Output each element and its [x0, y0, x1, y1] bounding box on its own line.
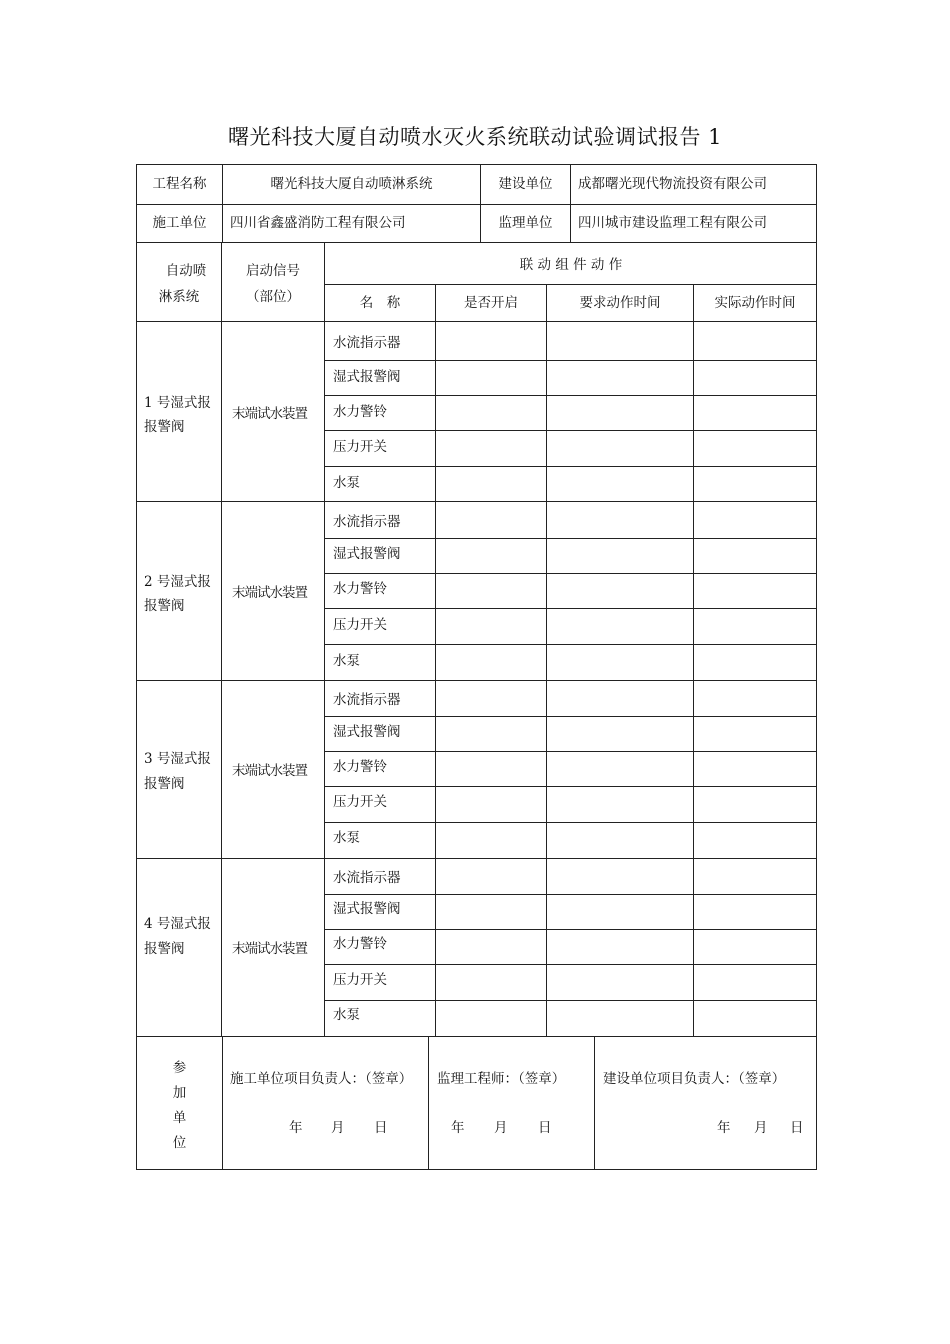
opened-column-header: 是否开启 [464, 295, 518, 311]
group-1-component-4: 压力开关 [333, 439, 387, 455]
builder-date-month: 月 [754, 1120, 768, 1136]
linkage-header: 联 动 组 件 动 作 [519, 257, 623, 273]
group-3-valve-line2: 报警阀 [144, 776, 185, 792]
contractor-date-year: 年 [289, 1120, 303, 1136]
group-3-component-4: 压力开关 [333, 794, 387, 810]
group-2-component-2: 湿式报警阀 [333, 546, 401, 562]
group-4-component-5: 水泵 [333, 1007, 360, 1023]
group-3-component-3: 水力警铃 [333, 759, 387, 775]
supervisor-date-day: 日 [538, 1120, 552, 1136]
group-2-component-4: 压力开关 [333, 617, 387, 633]
supervisor-label: 监理单位 [498, 215, 553, 231]
builder-signature: 建设单位项目负责人：（签章） [603, 1071, 786, 1087]
group-4-component-1: 水流指示器 [333, 870, 401, 886]
participants-char-4: 位 [172, 1135, 187, 1151]
report-title: 曙光科技大厦自动喷水灭火系统联动试验调试报告 1 [227, 125, 723, 149]
group-2-component-3: 水力警铃 [333, 581, 387, 597]
builder-value: 成都曙光现代物流投资有限公司 [578, 176, 767, 192]
group-1-component-5: 水泵 [333, 475, 360, 491]
contractor-label: 施工单位 [152, 215, 207, 231]
contractor-value: 四川省鑫盛消防工程有限公司 [230, 215, 406, 231]
supervisor-date-month: 月 [494, 1120, 508, 1136]
required-time-column-header: 要求动作时间 [579, 295, 661, 311]
project-name-label: 工程名称 [152, 176, 207, 192]
group-3-component-1: 水流指示器 [333, 692, 401, 708]
group-2-valve-line1: 2 号湿式报 [144, 574, 211, 590]
group-1-component-2: 湿式报警阀 [333, 369, 401, 385]
supervisor-value: 四川城市建设监理工程有限公司 [578, 215, 767, 231]
participants-char-2: 加 [172, 1085, 187, 1101]
group-3-signal: 末端试水装置 [232, 763, 307, 779]
group-4-component-3: 水力警铃 [333, 936, 387, 952]
group-3-component-5: 水泵 [333, 830, 360, 846]
group-2-signal: 末端试水装置 [232, 585, 307, 601]
builder-date-year: 年 [717, 1120, 731, 1136]
group-1-component-3: 水力警铃 [333, 404, 387, 420]
participants-char-1: 参 [172, 1060, 187, 1076]
supervisor-signature: 监理工程师：（签章） [437, 1071, 566, 1087]
contractor-signature: 施工单位项目负责人：（签章） [230, 1071, 413, 1087]
system-header-line2: 淋系统 [158, 289, 200, 305]
builder-date-day: 日 [790, 1120, 804, 1136]
system-header-line1: 自动喷 [165, 263, 207, 279]
actual-time-column-header: 实际动作时间 [714, 295, 796, 311]
group-3-component-2: 湿式报警阀 [333, 724, 401, 740]
contractor-date-day: 日 [374, 1120, 388, 1136]
signal-header-line2: （部位） [246, 289, 300, 305]
signal-header-line1: 启动信号 [246, 263, 300, 279]
group-4-component-2: 湿式报警阀 [333, 901, 401, 917]
project-name-value: 曙光科技大厦自动喷淋系统 [270, 176, 433, 192]
builder-label: 建设单位 [498, 176, 553, 192]
group-3-valve-line1: 3 号湿式报 [144, 751, 211, 767]
group-4-component-4: 压力开关 [333, 972, 387, 988]
group-4-valve-line2: 报警阀 [144, 941, 185, 957]
group-4-signal: 末端试水装置 [232, 941, 307, 957]
group-2-component-5: 水泵 [333, 653, 360, 669]
supervisor-date-year: 年 [451, 1120, 465, 1136]
group-2-component-1: 水流指示器 [333, 514, 401, 530]
name-column-header: 名 称 [359, 295, 401, 311]
group-1-signal: 末端试水装置 [232, 406, 307, 422]
group-4-valve-line1: 4 号湿式报 [144, 916, 211, 932]
group-1-valve-line2: 报警阀 [144, 419, 185, 435]
group-1-valve-line1: 1 号湿式报 [144, 395, 211, 411]
group-1-component-1: 水流指示器 [333, 335, 401, 351]
contractor-date-month: 月 [331, 1120, 345, 1136]
participants-char-3: 单 [172, 1110, 187, 1126]
group-2-valve-line2: 报警阀 [144, 598, 185, 614]
